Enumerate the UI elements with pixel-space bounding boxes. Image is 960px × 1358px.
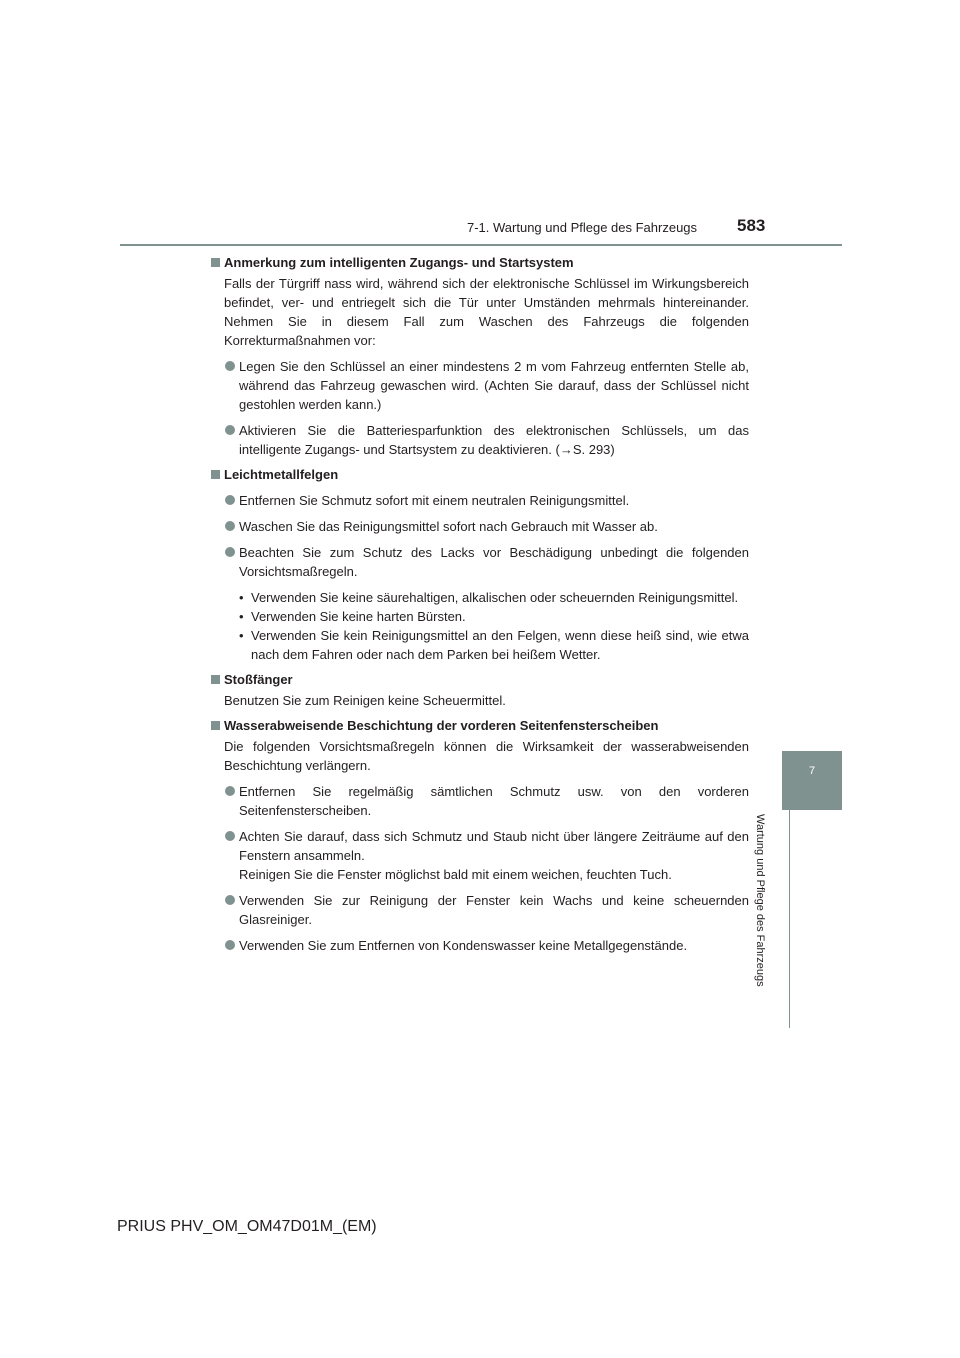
- list-item-text: Verwenden Sie zum Entfernen von Kondenswasser keine Metallgegenstände.: [239, 938, 688, 953]
- bullet-icon: [225, 547, 235, 557]
- list-item: [209, 357, 749, 414]
- section-title: 7-1. Wartung und Pflege des Fahrzeugs: [467, 220, 698, 235]
- section-paragraph: Die folgenden Vorsichtsmaßregeln können die Wirksamkeit der wasserabweisenden Beschichtung verlängern.: [224, 739, 749, 773]
- list-item: [209, 936, 749, 955]
- list-item-text: Entfernen Sie Schmutz sofort mit einem neutralen Reinigungsmittel.: [239, 493, 630, 508]
- list-item: [209, 517, 749, 536]
- chapter-number: 7: [808, 765, 816, 777]
- sub-list-item: • Verwenden Sie kein Reinigungsmittel an den Felgen, wenn diese heiß sind, wie etwa nach dem Fahren oder nach dem Parken bei heißem Wetter.: [239, 626, 749, 664]
- list-item-text: Legen Sie den Schlüssel an einer mindestens 2 m vom Fahrzeug entfernten Stelle ab, während das Fahrzeug gewaschen wird. (Achten Sie darauf, dass der Schlüssel nicht gestohlen werden kann.): [239, 359, 749, 412]
- bullet-icon: [225, 425, 235, 435]
- list-item: [209, 543, 749, 581]
- list-item: [209, 421, 749, 459]
- document-id: PRIUS PHV_OM_OM47D01M_(EM): [117, 1218, 377, 1235]
- page-content: [209, 253, 749, 955]
- section-paragraph: Falls der Türgriff nass wird, während sich der elektronische Schlüssel im Wirkungsbereich befindet, ver- und entriegelt sich die Tür unter Umständen mehrmals hintereinander. Nehmen Sie in diesem Fall zum Waschen des Fahrzeugs die folgenden Korrekturmaßnahmen vor:: [224, 276, 749, 348]
- list-item: [209, 782, 749, 820]
- header-divider: [120, 244, 842, 246]
- list-item-text: Achten Sie darauf, dass sich Schmutz und Staub nicht über längere Zeiträume auf den Fenstern ansammeln.: [239, 829, 749, 863]
- list-item-text: Reinigen Sie die Fenster möglichst bald mit einem weichen, feuchten Tuch.: [239, 867, 672, 882]
- bullet-icon: [225, 831, 235, 841]
- chapter-tab-divider: [789, 810, 790, 1028]
- list-item-text: Beachten Sie zum Schutz des Lacks vor Beschädigung unbedingt die folgenden Vorsichtsmaßregeln.: [239, 545, 749, 579]
- section-heading: Wasserabweisende Beschichtung der vorderen Seitenfensterscheiben: [209, 716, 749, 735]
- bullet-icon: [225, 495, 235, 505]
- chapter-label: Wartung und Pflege des Fahrzeugs: [754, 814, 766, 987]
- section-paragraph: Benutzen Sie zum Reinigen keine Scheuermittel.: [224, 693, 506, 708]
- list-item-text: Verwenden Sie zur Reinigung der Fenster kein Wachs und keine scheuernden Glasreiniger.: [239, 893, 749, 927]
- list-item: [209, 827, 749, 884]
- list-item: [209, 891, 749, 929]
- section-heading: Leichtmetallfelgen: [209, 465, 749, 484]
- page-number: 583: [737, 216, 766, 235]
- bullet-icon: [225, 940, 235, 950]
- bullet-icon: [225, 361, 235, 371]
- list-item-text: Waschen Sie das Reinigungsmittel sofort nach Gebrauch mit Wasser ab.: [239, 519, 658, 534]
- section-heading: Anmerkung zum intelligenten Zugangs- und Startsystem: [209, 253, 749, 272]
- bullet-icon: [225, 895, 235, 905]
- list-item-text: Entfernen Sie regelmäßig sämtlichen Schmutz usw. von den vorderen Seitenfensterscheiben.: [239, 784, 749, 818]
- list-item-text: Aktivieren Sie die Batteriesparfunktion des elektronischen Schlüssels, um das intelligente Zugangs- und Startsystem zu deaktivieren. (→S. 293): [239, 423, 749, 457]
- sub-list-item: • Verwenden Sie keine harten Bürsten.: [239, 607, 749, 626]
- bullet-icon: [225, 786, 235, 796]
- sub-list: [209, 588, 749, 664]
- list-item: [209, 491, 749, 510]
- bullet-icon: [225, 521, 235, 531]
- section-heading: Stoßfänger: [209, 670, 749, 689]
- sub-list-item: • Verwenden Sie keine säurehaltigen, alkalischen oder scheuernden Reinigungsmittel.: [239, 588, 749, 607]
- chapter-tab: [782, 751, 842, 810]
